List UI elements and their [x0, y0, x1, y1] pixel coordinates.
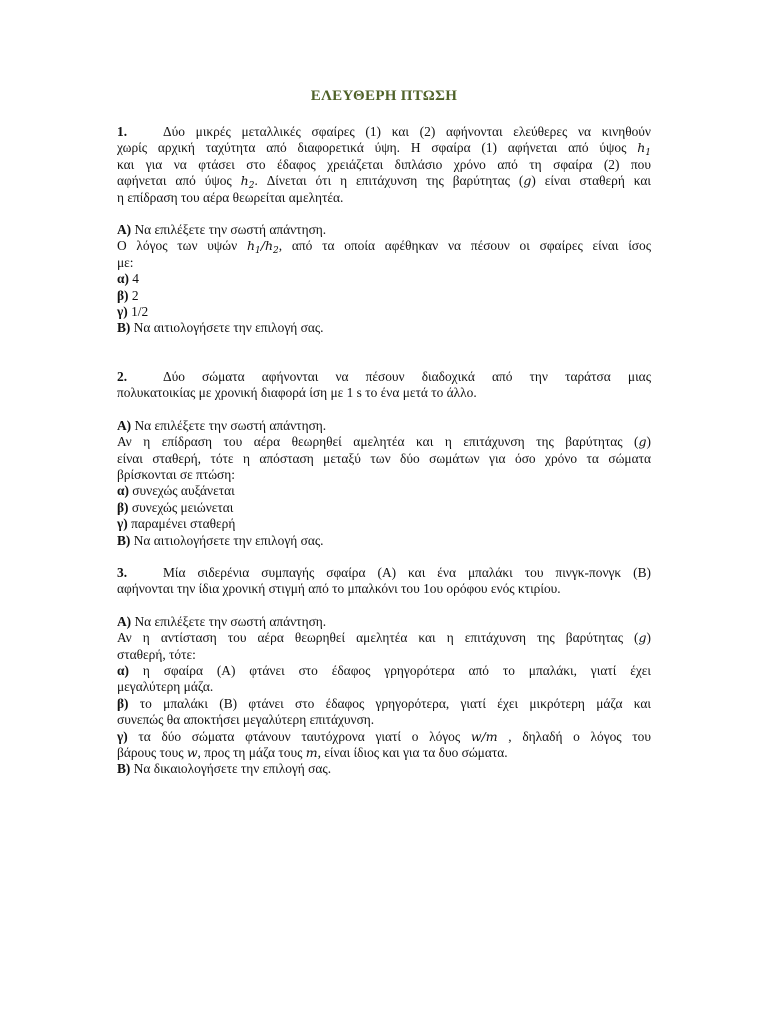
q1-part-a: [117, 222, 651, 238]
question-1: [117, 124, 651, 337]
option-text: 4: [128, 271, 139, 287]
q2-stem-line: [117, 369, 651, 385]
math-g: g: [638, 434, 647, 450]
option-text: τα δύο σώματα φτάνουν ταυτόχρονα γιατί ο λόγος: [127, 728, 471, 744]
math-h1: [637, 140, 651, 159]
option-text: η σφαίρα (Α) φτάνει στο έδαφος γρηγορότερα από το μπαλάκι, γιατί έχει: [128, 662, 651, 678]
math-var: h: [246, 238, 255, 254]
option-text: βάρους τους: [117, 745, 187, 760]
math-sub: 2: [248, 181, 255, 192]
q3-option-a: [117, 663, 651, 679]
math-w-over-m: w/m: [470, 728, 498, 744]
option-text: παραμένει σταθερή: [127, 516, 236, 532]
part-b-label: Β): [117, 532, 131, 548]
q1-stem-line: η επίδραση του αέρα θεωρείται αμελητέα.: [117, 189, 344, 205]
math-sub: 1: [255, 246, 261, 257]
q1-text: , από τα οποία αφέθηκαν να πέσουν οι σφαίρες είναι ίσος: [278, 238, 652, 254]
part-a-text: Να επιλέξετε την σωστή απάντηση.: [131, 613, 327, 629]
q3-text: Μία σιδερένια συμπαγής σφαίρα (Α) και ένα μπαλάκι του πινγκ-πονγκ (Β): [163, 564, 651, 580]
math-var: h: [240, 173, 249, 189]
q3-part-a-line: σταθερή, τότε:: [117, 646, 196, 662]
q1-text: . Δίνεται ότι η επιτάχυνση της βαρύτητας (: [254, 173, 524, 189]
spacer: [117, 598, 651, 614]
q2-text: Δύο σώματα αφήνονται να πέσουν διαδοχικά από την ταράτσα μιας: [163, 368, 651, 384]
q2-text: ): [646, 434, 651, 450]
spacer: [117, 402, 651, 418]
part-a-label: Α): [117, 417, 132, 433]
option-label: β): [117, 695, 129, 711]
option-text: 1/2: [127, 304, 149, 320]
math-sub: 2: [273, 246, 279, 257]
q1-stem-line: [117, 173, 651, 192]
q1-option-b: [117, 288, 651, 304]
part-b-text: Να δικαιολογήσετε την επιλογή σας.: [130, 761, 332, 777]
question-3: [117, 565, 651, 778]
math-g: g: [523, 173, 532, 189]
math-w: w: [186, 745, 198, 760]
math-var: h: [264, 238, 274, 254]
q1-option-a: [117, 271, 651, 287]
option-text: συνεχώς αυξάνεται: [128, 483, 235, 499]
q1-text: Δύο μικρές μεταλλικές σφαίρες (1) και (2) αφήνονται ελεύθερες να κινηθούν: [163, 124, 651, 139]
option-text: , προς τη μάζα τους: [197, 745, 306, 760]
part-a-label: Α): [117, 613, 132, 629]
part-b-label: Β): [117, 761, 131, 777]
part-b-text: Να αιτιολογήσετε την επιλογή σας.: [130, 320, 324, 336]
option-text: το μπαλάκι (Β) φτάνει στο έδαφος γρηγορότερα, γιατί έχει μικρότερη μάζα και: [128, 695, 651, 711]
math-var: h: [637, 140, 646, 156]
math-g: g: [638, 630, 647, 646]
q3-option-b-cont: συνεπώς θα αποκτήσει μεγαλύτερη επιτάχυνση.: [117, 712, 375, 728]
option-label: α): [117, 662, 129, 678]
q2-part-a-line: βρίσκονται σε πτώση:: [117, 466, 235, 482]
q2-option-b: [117, 500, 651, 516]
q2-part-b: [117, 533, 651, 549]
q3-option-a-cont: μεγαλύτερη μάζα.: [117, 679, 214, 695]
q2-option-c: [117, 516, 651, 532]
document-body: [117, 124, 651, 778]
option-label: β): [117, 499, 129, 515]
q3-stem-line: [117, 565, 651, 581]
q1-part-b: [117, 320, 651, 336]
part-a-label: Α): [117, 222, 132, 238]
q2-option-a: [117, 483, 651, 499]
math-sub: 1: [645, 148, 651, 159]
spacer: [117, 337, 651, 369]
q2-part-a-line: είναι σταθερή, τότε η απόσταση μεταξύ των δύο σωμάτων για όσο χρόνο τα σώματα: [117, 450, 651, 466]
q1-stem-line: και για να φτάσει στο έδαφος χρειάζεται διπλάσιο χρόνο από τη σφαίρα (2) που: [117, 156, 651, 172]
math-slash: /: [260, 238, 265, 254]
part-b-text: Να αιτιολογήσετε την επιλογή σας.: [130, 532, 324, 548]
math-ratio: [246, 238, 279, 257]
option-label: β): [117, 287, 129, 303]
option-text: , δηλαδή ο λόγος του: [497, 728, 651, 744]
option-text: , είναι ίδιος και για τα δυο σώματα.: [317, 745, 508, 760]
math-h2: [240, 173, 255, 192]
q3-stem-line: αφήνονται την ίδια χρονική στιγμή από το μπαλκόνι του 1ου ορόφου ενός κτιρίου.: [117, 581, 561, 597]
q3-number: 3.: [117, 564, 128, 580]
q1-part-a-line: [117, 238, 652, 257]
page-title: ΕΛΕΥΘΕΡΗ ΠΤΩΣΗ: [310, 88, 458, 104]
option-label: α): [117, 483, 129, 499]
option-label: γ): [117, 728, 128, 744]
spacer: [117, 206, 651, 222]
option-text: 2: [128, 287, 139, 303]
math-m: m: [305, 745, 318, 760]
q1-text: χωρίς αρχική ταχύτητα από διαφορετικά ύψη. Η σφαίρα (1) αφήνεται από ύψος: [117, 140, 638, 156]
q1-stem-line: [117, 124, 651, 140]
q1-number: 1.: [117, 124, 128, 139]
q1-option-c: [117, 304, 651, 320]
option-label: α): [117, 271, 129, 287]
q1-text: ) είναι σταθερή και: [531, 173, 651, 189]
q3-option-b: [117, 696, 651, 712]
q2-part-a: [117, 418, 651, 434]
q1-text: αφήνεται από ύψος: [117, 173, 241, 189]
q1-text: Ο λόγος των υψών: [117, 238, 247, 254]
option-label: γ): [117, 516, 128, 532]
part-a-text: Να επιλέξετε την σωστή απάντηση.: [131, 417, 327, 433]
question-2: [117, 369, 651, 549]
q1-stem-line: [117, 140, 651, 159]
part-a-text: Να επιλέξετε την σωστή απάντηση.: [131, 222, 327, 238]
q3-part-a: [117, 614, 651, 630]
q2-stem-line: πολυκατοικίας με χρονική διαφορά ίση με 1 s το ένα μετά το άλλο.: [117, 385, 477, 401]
q1-part-a-line: με:: [117, 254, 134, 270]
q3-text: Αν η αντίσταση του αέρα θεωρηθεί αμελητέα και η επιτάχυνση της βαρύτητας (: [117, 630, 639, 646]
q3-part-b: [117, 761, 651, 777]
q3-option-c-cont: [117, 745, 651, 761]
option-text: συνεχώς μειώνεται: [128, 499, 234, 515]
q2-text: Αν η επίδραση του αέρα θεωρηθεί αμελητέα και η επιτάχυνση της βαρύτητας (: [117, 434, 639, 450]
option-label: γ): [117, 304, 128, 320]
q2-number: 2.: [117, 368, 128, 384]
spacer: [117, 549, 651, 565]
q3-text: ): [646, 630, 651, 646]
q3-part-a-line: [117, 630, 651, 646]
part-b-label: Β): [117, 320, 131, 336]
q2-part-a-line: [117, 434, 651, 450]
q3-option-c: [117, 729, 651, 745]
